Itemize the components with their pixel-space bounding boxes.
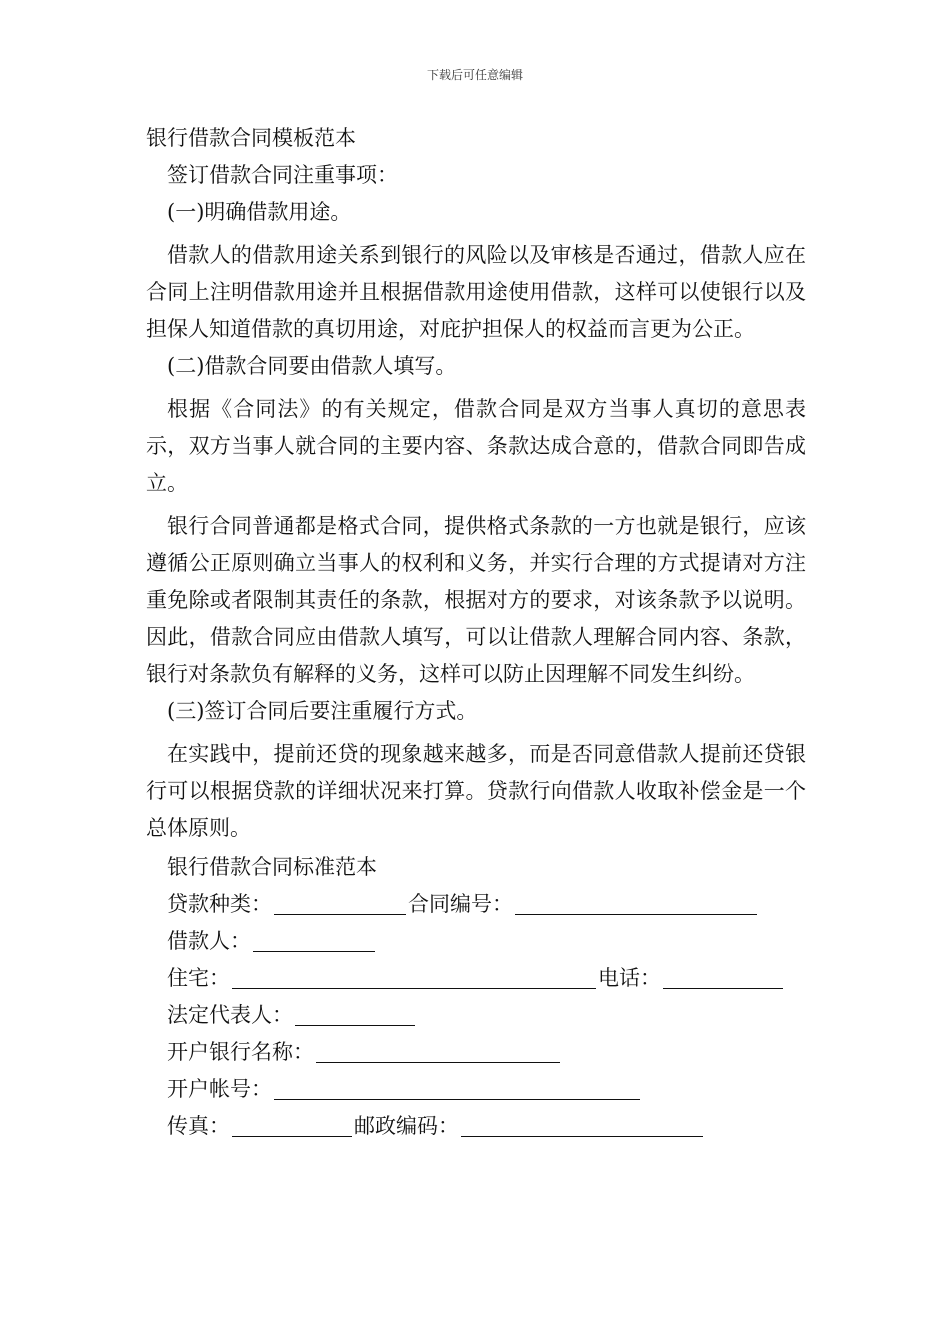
section1-heading: (一)明确借款用途。 bbox=[167, 200, 352, 224]
section2-body-2: 银行合同普通都是格式合同，提供格式条款的一方也就是银行，应该遵循公正原则确立当事人的权利和义务，并实行合理的方式提请对方注重免除或者限制其责任的条款，根据对方的要求，对该条款予以说明。因此，借款合同应由借款人填写，可以让借款人理解合同内容、条款，银行对条款负有解释的义务，这样可以防止因理解不同发生纠纷。 bbox=[146, 514, 806, 686]
legal-rep-label: 法定代表人： bbox=[167, 1003, 293, 1027]
phone-label: 电话： bbox=[598, 966, 661, 990]
section3-heading: (三)签订合同后要注重履行方式。 bbox=[167, 699, 478, 723]
form-row-loan-type bbox=[146, 886, 806, 923]
loan-type-blank[interactable] bbox=[274, 891, 406, 915]
form-row-legal-rep bbox=[146, 997, 806, 1034]
postal-code-label: 邮政编码： bbox=[354, 1114, 459, 1138]
form-row-account-no bbox=[146, 1071, 806, 1108]
account-no-label: 开户帐号： bbox=[167, 1077, 272, 1101]
account-no-blank[interactable] bbox=[274, 1076, 640, 1100]
section3-body: 在实践中，提前还贷的现象越来越多，而是否同意借款人提前还贷银行可以根据贷款的详细状况来打算。贷款行向借款人收取补偿金是一个总体原则。 bbox=[146, 742, 806, 840]
borrower-label: 借款人： bbox=[167, 929, 251, 953]
fax-blank[interactable] bbox=[232, 1113, 352, 1137]
loan-type-label: 贷款种类： bbox=[167, 892, 272, 916]
section2-heading: (二)借款合同要由借款人填写。 bbox=[167, 354, 457, 378]
section1-body: 借款人的借款用途关系到银行的风险以及审核是否通过，借款人应在合同上注明借款用途并且根据借款用途使用借款，这样可以使银行以及担保人知道借款的真切用途，对庇护担保人的权益而言更为公正。 bbox=[146, 243, 806, 341]
contract-no-label: 合同编号： bbox=[408, 892, 513, 916]
legal-rep-blank[interactable] bbox=[295, 1002, 415, 1026]
notice-heading: 签订借款合同注重事项： bbox=[167, 163, 398, 187]
form-row-address bbox=[146, 960, 806, 997]
fax-label: 传真： bbox=[167, 1114, 230, 1138]
borrower-blank[interactable] bbox=[253, 928, 375, 952]
document-title: 银行借款合同模板范本 bbox=[146, 126, 356, 150]
form-row-fax bbox=[146, 1108, 806, 1145]
phone-blank[interactable] bbox=[663, 965, 783, 989]
document-page bbox=[146, 120, 806, 1145]
contract-no-blank[interactable] bbox=[515, 891, 757, 915]
form-row-bank-name bbox=[146, 1034, 806, 1071]
template-title: 银行借款合同标准范本 bbox=[167, 855, 377, 879]
address-blank[interactable] bbox=[232, 965, 596, 989]
form-row-borrower bbox=[146, 923, 806, 960]
section2-body-1: 根据《合同法》的有关规定，借款合同是双方当事人真切的意思表示，双方当事人就合同的主要内容、条款达成合意的，借款合同即告成立。 bbox=[146, 397, 806, 495]
header-note: 下载后可任意编辑 bbox=[426, 68, 523, 82]
bank-name-blank[interactable] bbox=[316, 1039, 560, 1063]
address-label: 住宅： bbox=[167, 966, 230, 990]
bank-name-label: 开户银行名称： bbox=[167, 1040, 314, 1064]
postal-code-blank[interactable] bbox=[461, 1113, 703, 1137]
